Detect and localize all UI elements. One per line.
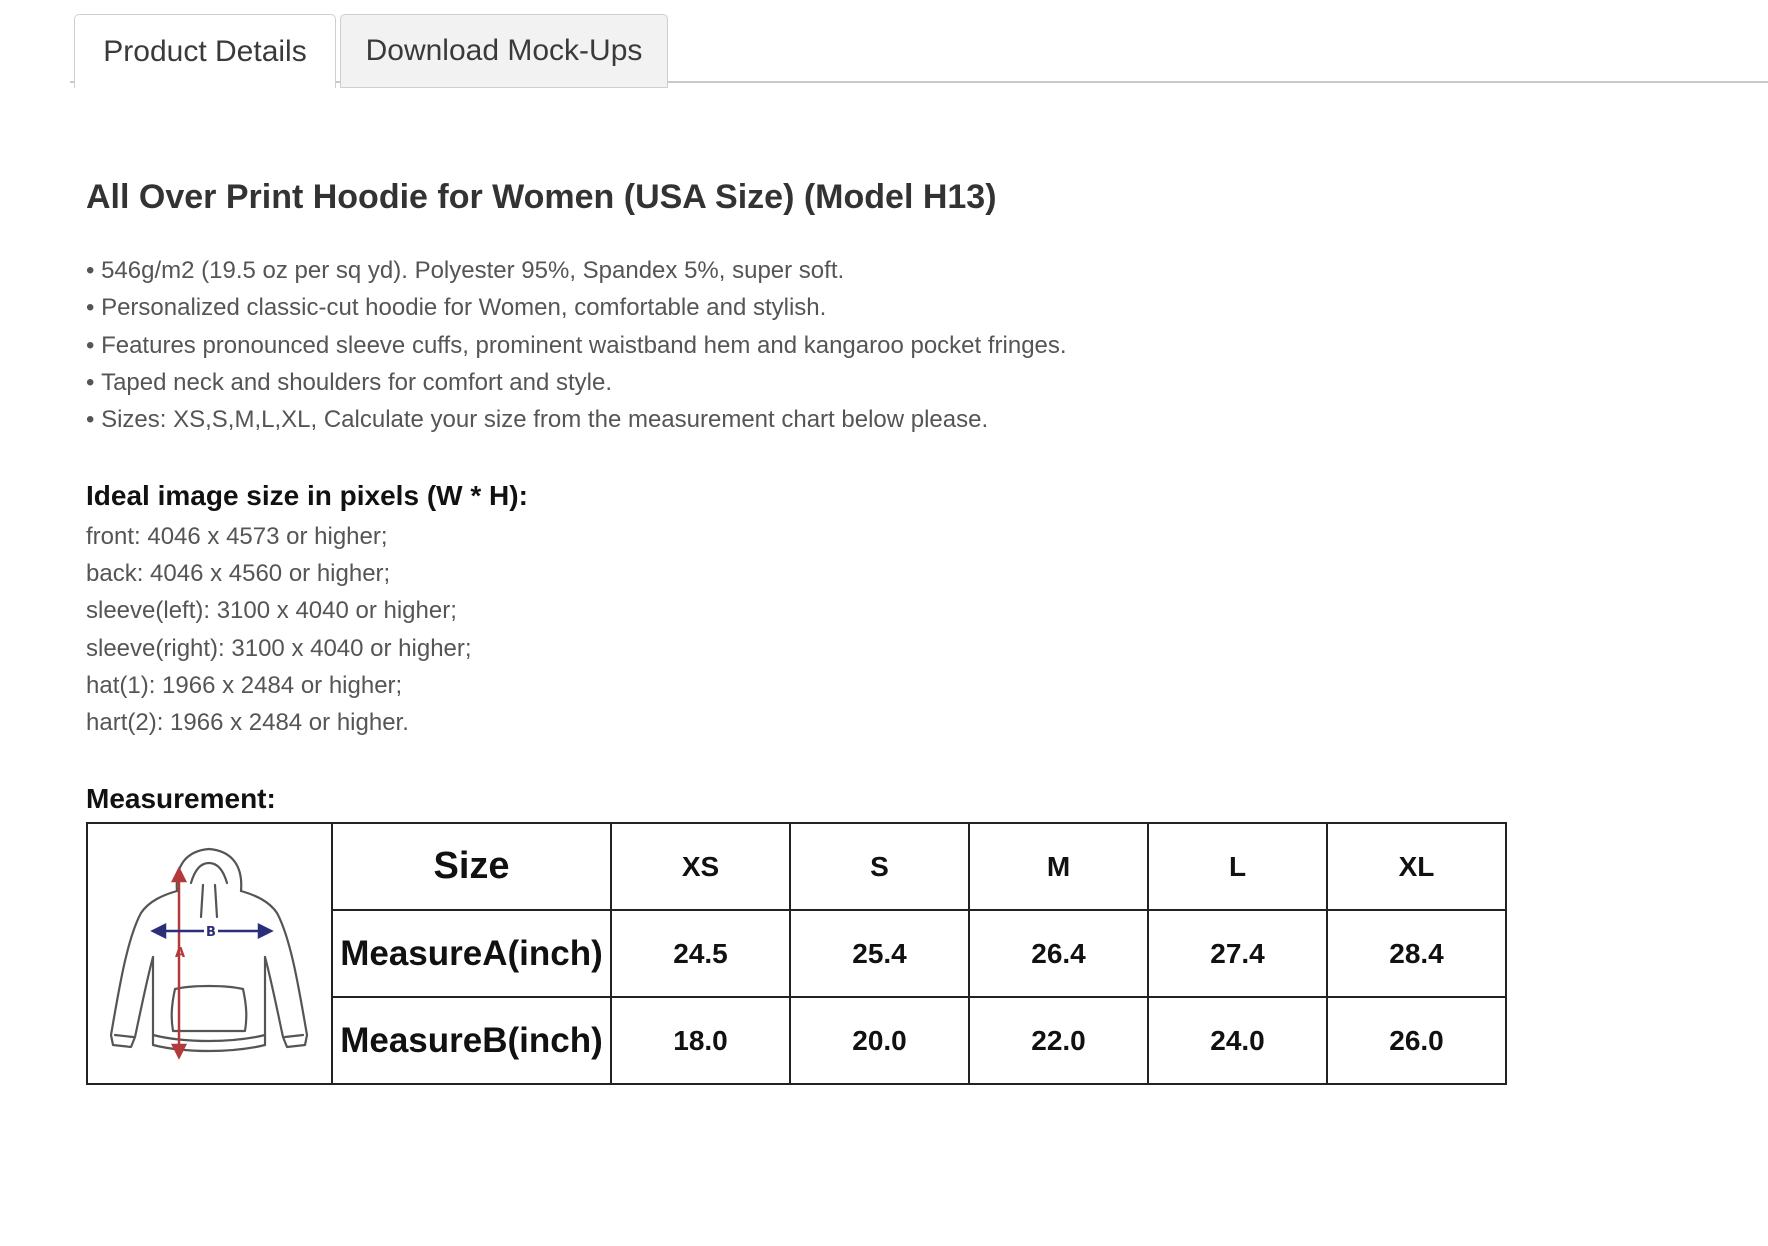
table-header-row — [87, 823, 1506, 910]
measure-b-label: B — [205, 924, 216, 940]
size-header-xl: XL — [1327, 823, 1506, 910]
tab-bar — [0, 0, 1768, 100]
feature-item: • Features pronounced sleeve cuffs, prominent waistband hem and kangaroo pocket fringes. — [86, 327, 1067, 364]
image-size-item: front: 4046 x 4573 or higher; — [86, 523, 388, 550]
size-header-xs: XS — [611, 823, 790, 910]
feature-item: • Taped neck and shoulders for comfort and style. — [86, 364, 1067, 401]
table-cell: 18.0 — [611, 997, 790, 1084]
table-cell: 20.0 — [790, 997, 969, 1084]
image-size-item: sleeve(right): 3100 x 4040 or higher; — [86, 634, 472, 662]
tab-label: Product Details — [103, 34, 307, 68]
table-cell: 25.4 — [790, 910, 969, 997]
table-cell: 27.4 — [1148, 910, 1327, 997]
row-label-measure-a: MeasureA(inch) — [332, 910, 611, 997]
measurement-table — [86, 822, 1507, 1085]
image-size-item: back: 4046 x 4560 or higher; — [86, 560, 391, 588]
feature-list — [86, 252, 1067, 438]
feature-item: • Sizes: XS,S,M,L,XL, Calculate your size from the measurement chart below please. — [86, 401, 1067, 438]
table-cell: 26.4 — [969, 910, 1148, 997]
image-size-list — [86, 518, 472, 741]
table-cell: 26.0 — [1327, 997, 1506, 1084]
image-size-item: hart(2): 1966 x 2484 or higher. — [86, 709, 409, 737]
tab-label: Download Mock-Ups — [365, 34, 643, 67]
image-size-item: sleeve(left): 3100 x 4040 or higher; — [86, 597, 457, 625]
feature-item: • 546g/m2 (19.5 oz per sq yd). Polyester 95%, Spandex 5%, super soft. — [86, 252, 1067, 289]
table-cell: 28.4 — [1327, 910, 1506, 997]
measurement-heading: Measurement: — [86, 783, 276, 814]
size-header-label: Size — [332, 823, 611, 910]
hoodie-diagram — [105, 839, 315, 1069]
product-title: All Over Print Hoodie for Women (USA Size) (Model H13) — [86, 178, 997, 216]
table-cell: 24.0 — [1148, 997, 1327, 1084]
image-size-heading: Ideal image size in pixels (W * H): — [86, 480, 528, 511]
tab-product-details[interactable] — [74, 14, 336, 88]
measure-a-label: A — [174, 945, 185, 961]
row-label-measure-b: MeasureB(inch) — [332, 997, 611, 1084]
feature-item: • Personalized classic-cut hoodie for Women, comfortable and stylish. — [86, 289, 1067, 326]
table-cell: 22.0 — [969, 997, 1148, 1084]
hoodie-diagram-cell — [87, 823, 332, 1084]
size-header-l: L — [1148, 823, 1327, 910]
table-cell: 24.5 — [611, 910, 790, 997]
tab-download-mockups[interactable] — [340, 14, 668, 88]
size-header-s: S — [790, 823, 969, 910]
size-header-m: M — [969, 823, 1148, 910]
image-size-item: hat(1): 1966 x 2484 or higher; — [86, 671, 403, 699]
